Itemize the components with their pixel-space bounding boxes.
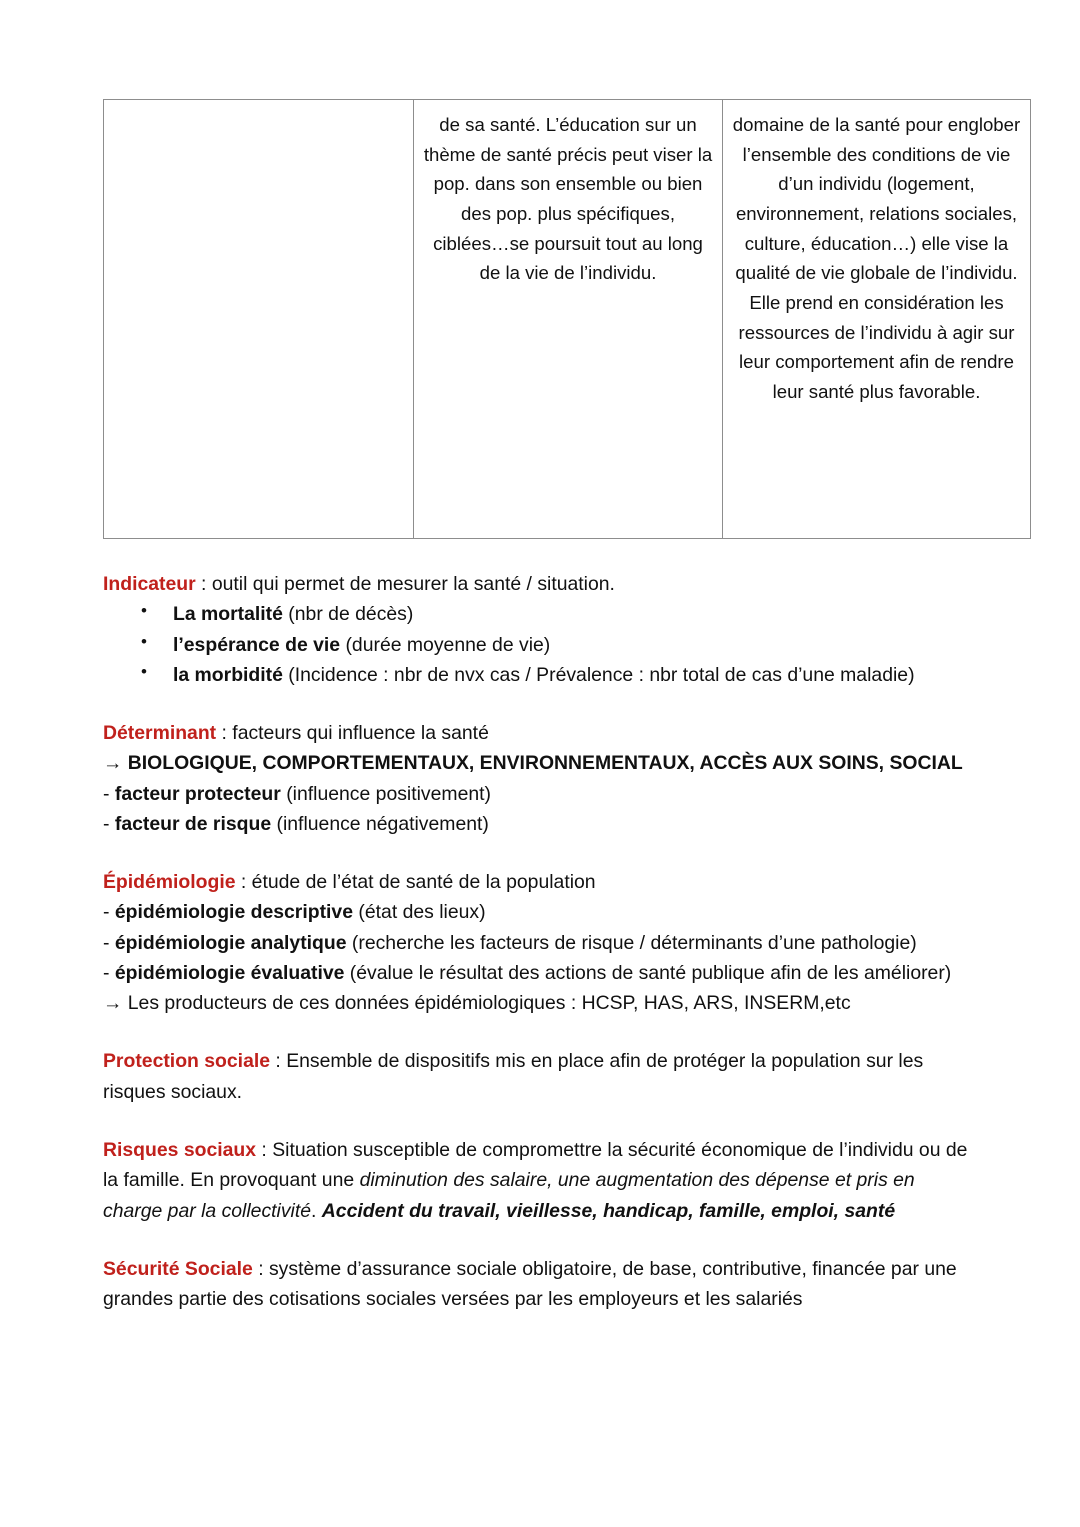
bullet-text-morbidite: (Incidence : nbr de nvx cas / Prévalence : nbr total de cas d’une maladie) xyxy=(282,663,915,686)
epidemiologie-producteurs-line: → Les producteurs de ces données épidémiologiques : HCSP, HAS, ARS, INSERM,etc xyxy=(103,992,851,1015)
indicateur-bullet-list xyxy=(103,599,975,690)
bullet-label-esperance-de-vie: l’espérance de vie xyxy=(173,633,341,656)
list-item xyxy=(103,630,975,660)
dash-prefix: - xyxy=(103,901,115,924)
epidemiologie-item-evaluative xyxy=(103,958,975,988)
list-item xyxy=(103,660,975,690)
determinant-definition: : facteurs qui influence la santé xyxy=(216,722,489,745)
bullet-label-morbidite: la morbidité xyxy=(173,663,283,686)
term-securite-sociale: Sécurité Sociale xyxy=(103,1257,253,1280)
term-indicateur: Indicateur xyxy=(103,573,196,595)
label-epidemiologie-analytique: épidémiologie analytique xyxy=(114,931,347,954)
text-facteur-de-risque: (influence négativement) xyxy=(271,812,489,835)
securite-sociale-line xyxy=(103,1254,975,1315)
determinant-categories-line: → BIOLOGIQUE, COMPORTEMENTAUX, ENVIRONNEMENTAUX, ACCÈS AUX SOINS, SOCIAL xyxy=(103,752,963,775)
protection-sociale-line xyxy=(103,1046,975,1107)
text-facteur-protecteur: (influence positivement) xyxy=(280,782,491,805)
bullet-label-mortalite: La mortalité xyxy=(173,603,283,626)
dash-prefix: - xyxy=(103,812,115,835)
risques-sociaux-examples: Accident du travail, vieillesse, handicap, famille, emploi, santé xyxy=(321,1199,896,1222)
definitions-table xyxy=(103,99,1031,539)
text-epidemiologie-analytique: (recherche les facteurs de risque / déterminants d’une pathologie) xyxy=(346,931,917,954)
epidemiologie-heading-line xyxy=(103,867,975,897)
text-epidemiologie-evaluative: (évalue le résultat des actions de santé publique afin de les améliorer) xyxy=(344,961,952,984)
section-determinant xyxy=(103,718,975,839)
epidemiologie-item-descriptive xyxy=(103,897,975,927)
table-cell-education-sante: de sa santé. L’éducation sur un thème de santé précis peut viser la pop. dans son ensemble ou bien des pop. plus spécifiques, ciblées…se poursuit tout au long de la vie de l’individu. xyxy=(414,100,723,539)
term-determinant: Déterminant xyxy=(103,722,217,745)
section-epidemiologie xyxy=(103,867,975,1018)
term-epidemiologie: Épidémiologie xyxy=(103,871,236,894)
indicateur-definition: : outil qui permet de mesurer la santé / situation. xyxy=(195,573,615,595)
indicateur-heading-line xyxy=(103,569,975,599)
label-facteur-de-risque: facteur de risque xyxy=(114,812,272,835)
determinant-heading-line xyxy=(103,718,975,748)
dash-prefix: - xyxy=(103,931,115,954)
bullet-text-mortalite: (nbr de décès) xyxy=(282,603,414,626)
section-protection-sociale xyxy=(103,1046,975,1107)
determinant-item-protecteur xyxy=(103,779,975,809)
risques-sociaux-part1: : Situation susceptible de compromettre la sécurité économique de l’individu ou de la famille. En provoquant une xyxy=(103,1138,968,1192)
list-item xyxy=(103,599,975,629)
protection-sociale-definition: : Ensemble de dispositifs mis en place afin de protéger la population sur les risques sociaux. xyxy=(103,1050,924,1103)
bullet-text-esperance-de-vie: (durée moyenne de vie) xyxy=(340,633,551,656)
table-cell-empty xyxy=(104,100,414,539)
label-epidemiologie-descriptive: épidémiologie descriptive xyxy=(114,901,354,924)
epidemiologie-definition: : étude de l’état de santé de la population xyxy=(235,871,596,894)
determinant-item-risque xyxy=(103,809,975,839)
risques-sociaux-italic: diminution des salaire, une augmentation des dépense et pris en charge par la collectivité xyxy=(103,1169,915,1222)
label-facteur-protecteur: facteur protecteur xyxy=(114,782,281,805)
section-securite-sociale xyxy=(103,1254,975,1315)
table-row xyxy=(104,100,1031,539)
label-epidemiologie-evaluative: épidémiologie évaluative xyxy=(114,961,345,984)
epidemiologie-item-analytique xyxy=(103,928,975,958)
dash-prefix: - xyxy=(103,782,115,805)
risques-sociaux-part2: . xyxy=(311,1199,322,1222)
risques-sociaux-line xyxy=(103,1135,975,1226)
term-risques-sociaux: Risques sociaux xyxy=(103,1138,257,1161)
section-risques-sociaux xyxy=(103,1135,975,1226)
table-cell-promotion-sante: domaine de la santé pour englober l’ensemble des conditions de vie d’un individu (logement, environnement, relations sociales, culture, éducation…) elle vise la qualité de vie globale de l’individu. Elle prend en considération les ressources de l’individu à agir sur leur comportement afin de rendre leur santé plus favorable. xyxy=(723,100,1031,539)
securite-sociale-definition: : système d’assurance sociale obligatoire, de base, contributive, financée par une grandes partie des cotisations sociales versées par les employeurs et les salariés xyxy=(103,1257,957,1311)
section-indicateur xyxy=(103,569,975,690)
dash-prefix: - xyxy=(103,961,115,984)
text-epidemiologie-descriptive: (état des lieux) xyxy=(353,901,486,924)
term-protection-sociale: Protection sociale xyxy=(103,1050,271,1073)
